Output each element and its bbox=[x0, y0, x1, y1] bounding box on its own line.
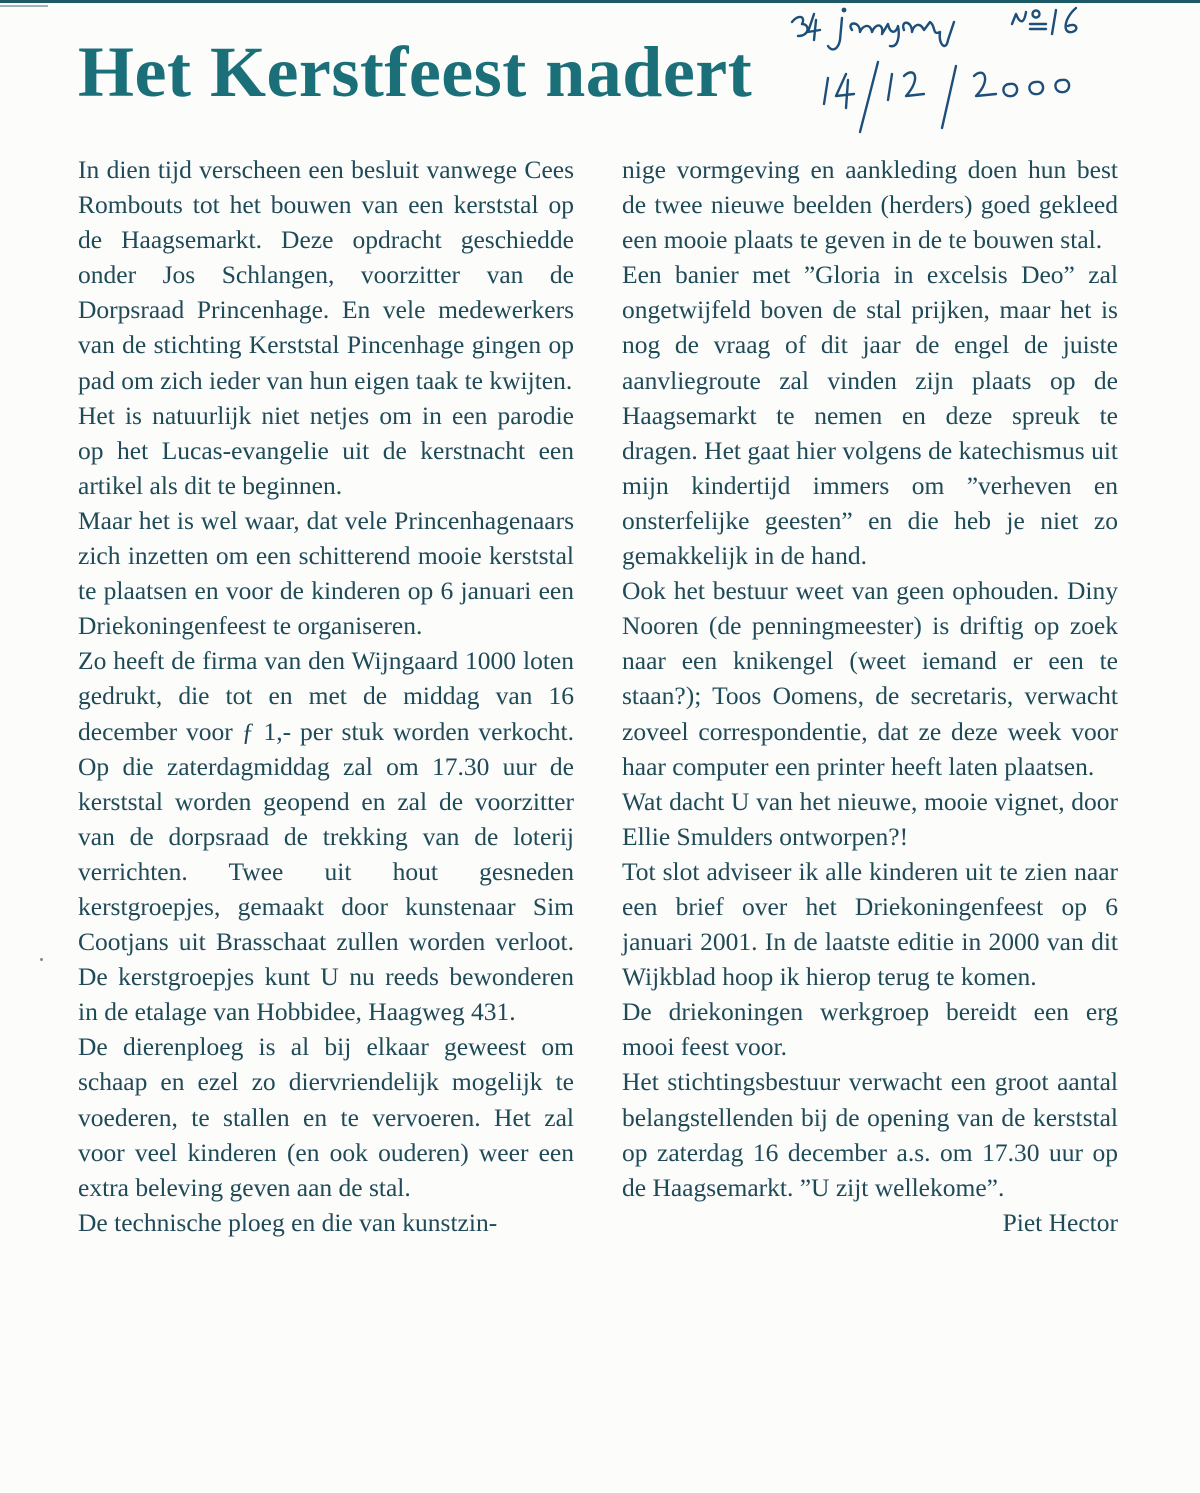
author-signature: Piet Hector bbox=[1002, 1207, 1118, 1237]
top-rule-accent bbox=[0, 5, 48, 7]
paragraph: Zo heeft de firma van den Wijngaard 1000 loten gedrukt, die tot en met de middag van 16 december voor ƒ 1,- per stuk worden verkocht. Op die zaterdagmiddag zal om 17.30 uur de kerststal worden geopend en zal de voorzitter van de dorpsraad de trekking van de loterij verrichten. Twee uit hout gesneden kerstgroepjes, gemaakt door kunstenaar Sim Cootjans uit Brasschaat zullen worden verloot. De kerstgroepjes kunt U nu reeds bewonderen in de etalage van Hobbidee, Haagweg 431. bbox=[78, 646, 574, 1027]
handwriting-drawing bbox=[780, 0, 1140, 140]
paragraph: Ook het bestuur weet van geen ophouden. Diny Nooren (de penningmeester) is driftig op zoek naar een knikengel (weet iemand er een te staan?); Toos Oomens, de secretaris, verwacht zoveel correspondentie, dat ze deze week voor haar computer een printer heeft laten plaatsen. bbox=[622, 576, 1118, 781]
left-column bbox=[78, 152, 574, 1240]
right-column bbox=[622, 152, 1118, 1240]
paragraph: De dierenploeg is al bij elkaar geweest om schaap en ezel zo diervriendelijk mogelijk te voederen, te stallen en te vervoeren. Het zal voor veel kinderen (en ook ouderen) weer een extra beleving geven aan de stal. bbox=[78, 1032, 574, 1202]
paragraph: Een banier met ”Gloria in excelsis Deo” zal ongetwijfeld boven de stal prijken, maar het is nog de vraag of dit jaar de engel de juiste aanvliegroute zal vinden zijn plaats op de Haagsemarkt te nemen en deze spreuk te dragen. Het gaat hier volgens de katechismus uit mijn kindertijd immers om ”verheven en onsterfelijke geesten” en die heb je niet zo gemakkelijk in de hand. bbox=[622, 260, 1118, 571]
paragraph: De technische ploeg en die van kunstzin- bbox=[78, 1207, 498, 1237]
scan-speck bbox=[40, 958, 43, 961]
article-title: Het Kerstfeest nadert bbox=[78, 32, 753, 112]
paragraph: nige vormgeving en aankleding doen hun best de twee nieuwe beelden (herders) goed gekleed een mooie plaats te geven in de te bouwen stal. bbox=[622, 155, 1118, 255]
paragraph: Maar het is wel waar, dat vele Princenhagenaars zich inzetten om een schitterend mooie kerststal te plaatsen en voor de kinderen op 6 januari een Driekoningenfeest te organiseren. bbox=[78, 505, 574, 641]
paragraph: De driekoningen werkgroep bereidt een erg mooi feest voor. bbox=[622, 997, 1118, 1062]
paragraph: In dien tijd verscheen een besluit vanwege Cees Rombouts tot het bouwen van een kerststal op de Haagsemarkt. Deze opdracht geschiedde onder Jos Schlangen, voorzitter van de Dorpsraad Princenhage. En vele medewerkers van de stichting Kerststal Pincenhage gingen op pad om zich ieder van hun eigen taak te kwijten. bbox=[78, 155, 574, 395]
paragraph: Het is natuurlijk niet netjes om in een parodie op het Lucas-evangelie uit de kerstnacht een artikel als dit te beginnen. bbox=[78, 400, 574, 500]
paragraph: Tot slot adviseer ik alle kinderen uit te zien naar een brief over het Driekoningenfeest op 6 januari 2001. In de laatste editie in 2000 van dit Wijkblad hoop ik hierop terug te komen. bbox=[622, 856, 1118, 992]
handwritten-annotation bbox=[780, 0, 1140, 140]
paragraph: Wat dacht U van het nieuwe, mooie vignet, door Ellie Smulders ontworpen?! bbox=[622, 786, 1118, 851]
paragraph: Het stichtingsbestuur verwacht een groot aantal belangstellenden bij de opening van de kerststal op zaterdag 16 december a.s. om 17.30 uur op de Haagsemarkt. ”U zijt wellekome”. bbox=[622, 1067, 1118, 1202]
